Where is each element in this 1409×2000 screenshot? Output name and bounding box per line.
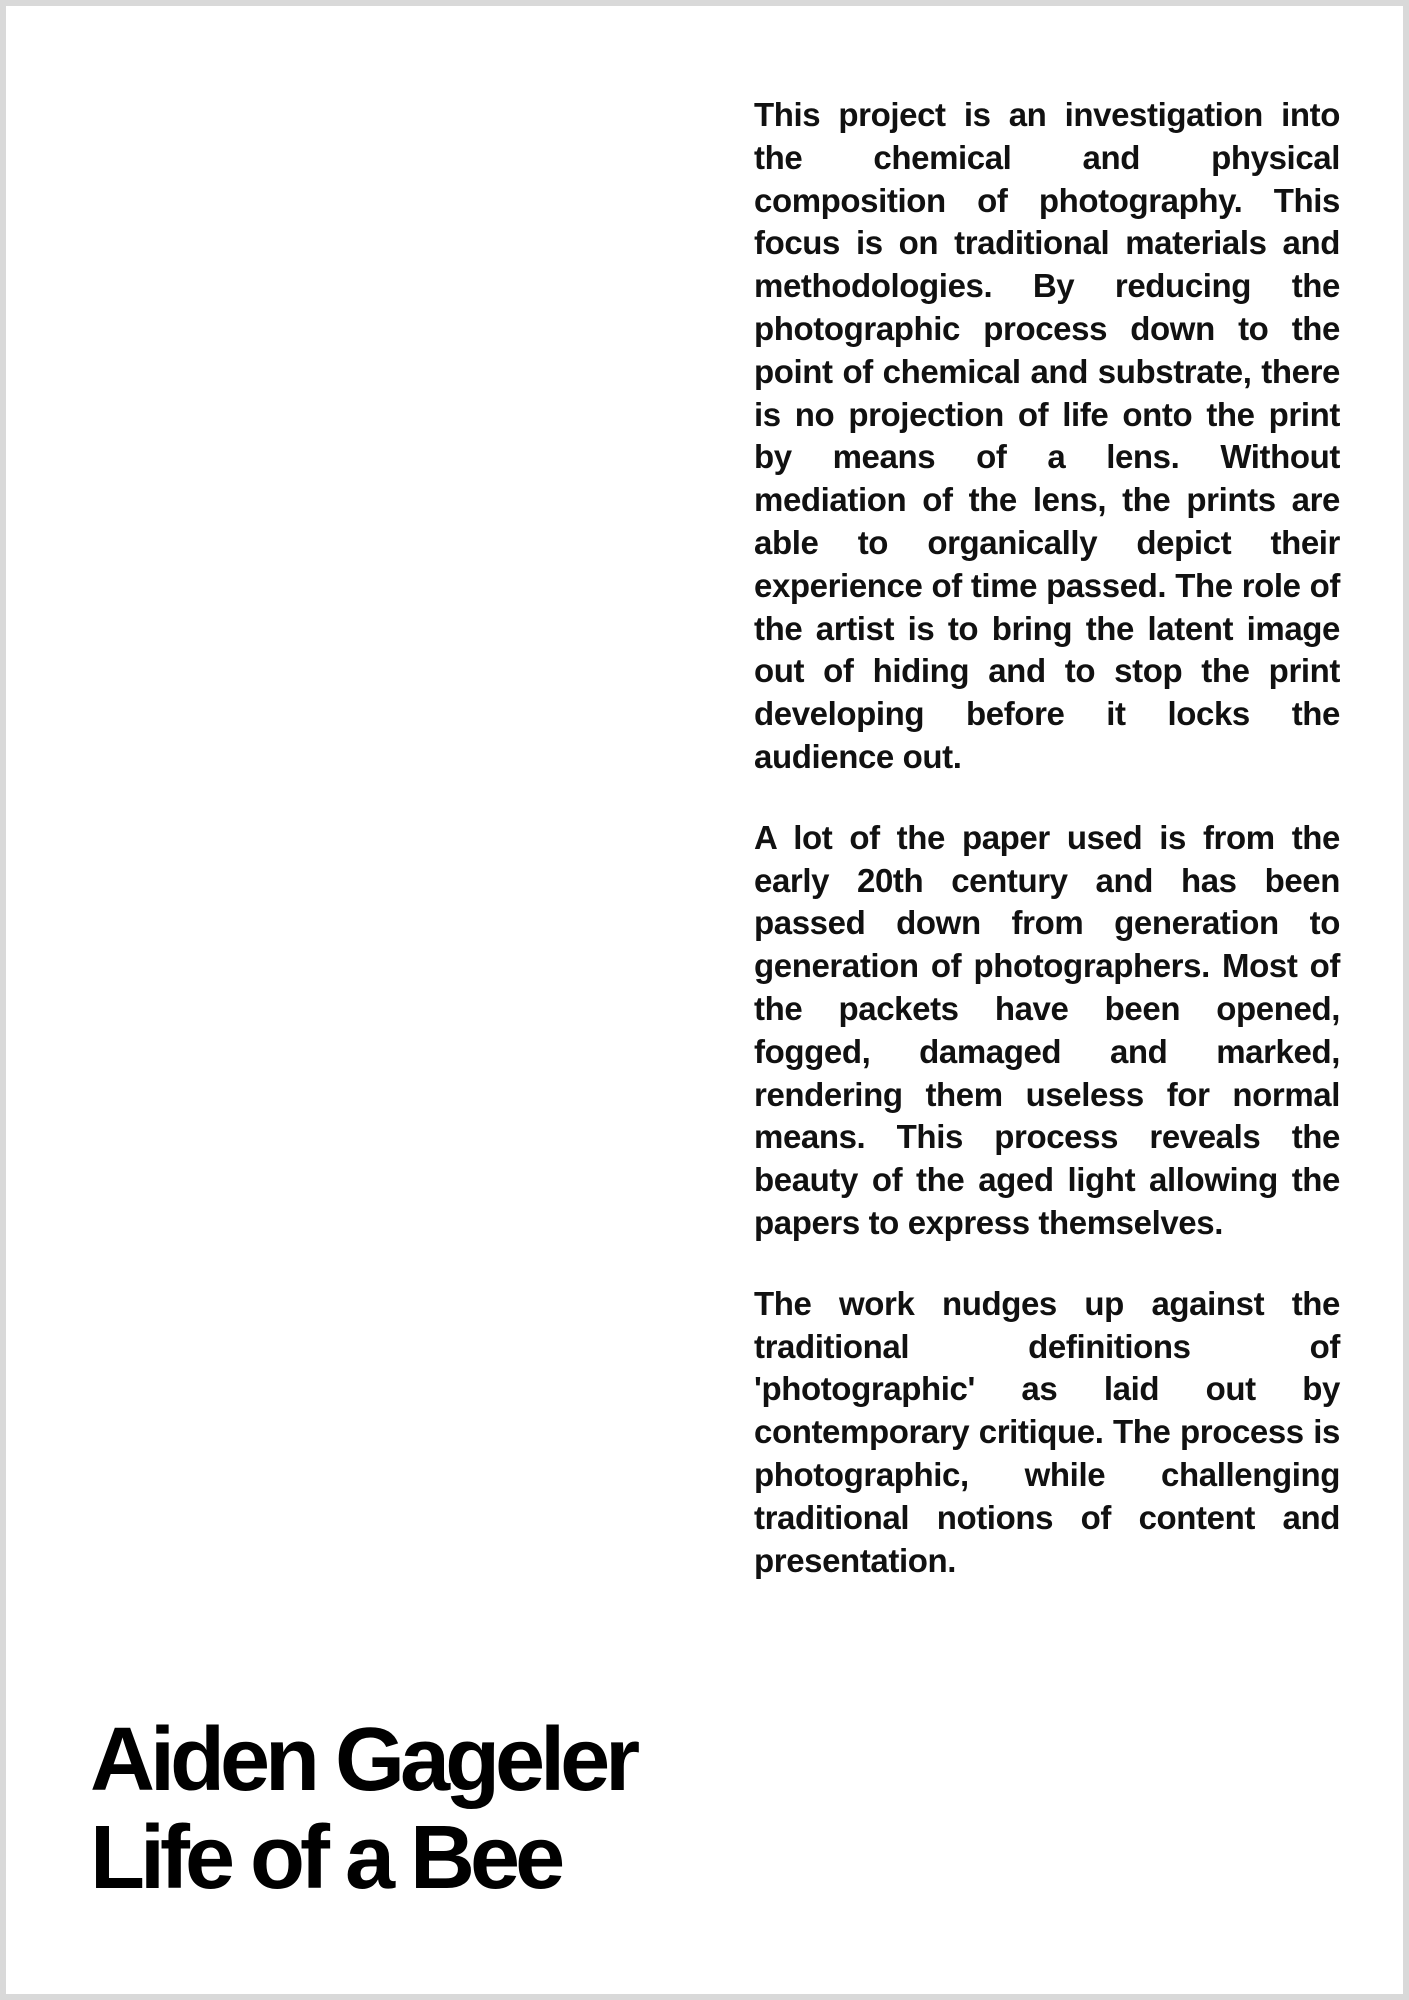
artist-name: Aiden Gageler: [90, 1710, 636, 1810]
statement-paragraph-1: This project is an investigation into the chemical and physical composition of photography. This focus is on traditional materials and methodologies. By reducing the photographic process down to the point of chemical and substrate, there is no projection of life onto the print by means of a lens. Without mediation of the lens, the prints are able to organically depict their experience of time passed. The role of the artist is to bring the latent image out of hiding and to stop the print developing before it locks the audience out.: [754, 96, 1340, 775]
work-title: Life of a Bee: [90, 1808, 561, 1908]
artist-statement: [754, 94, 1340, 1620]
statement-paragraph-3: The work nudges up against the traditional definitions of 'photographic' as laid out by contemporary critique. The process is photographic, while challenging traditional notions of content and presentation.: [754, 1284, 1340, 1579]
title-block: [90, 1711, 635, 1907]
statement-paragraph-2: A lot of the paper used is from the early 20th century and has been passed down from generation to generation of photographers. Most of the packets have been opened, fogged, damaged and marked, rendering them useless for normal means. This process reveals the beauty of the aged light allowing the papers to express themselves.: [754, 818, 1340, 1241]
